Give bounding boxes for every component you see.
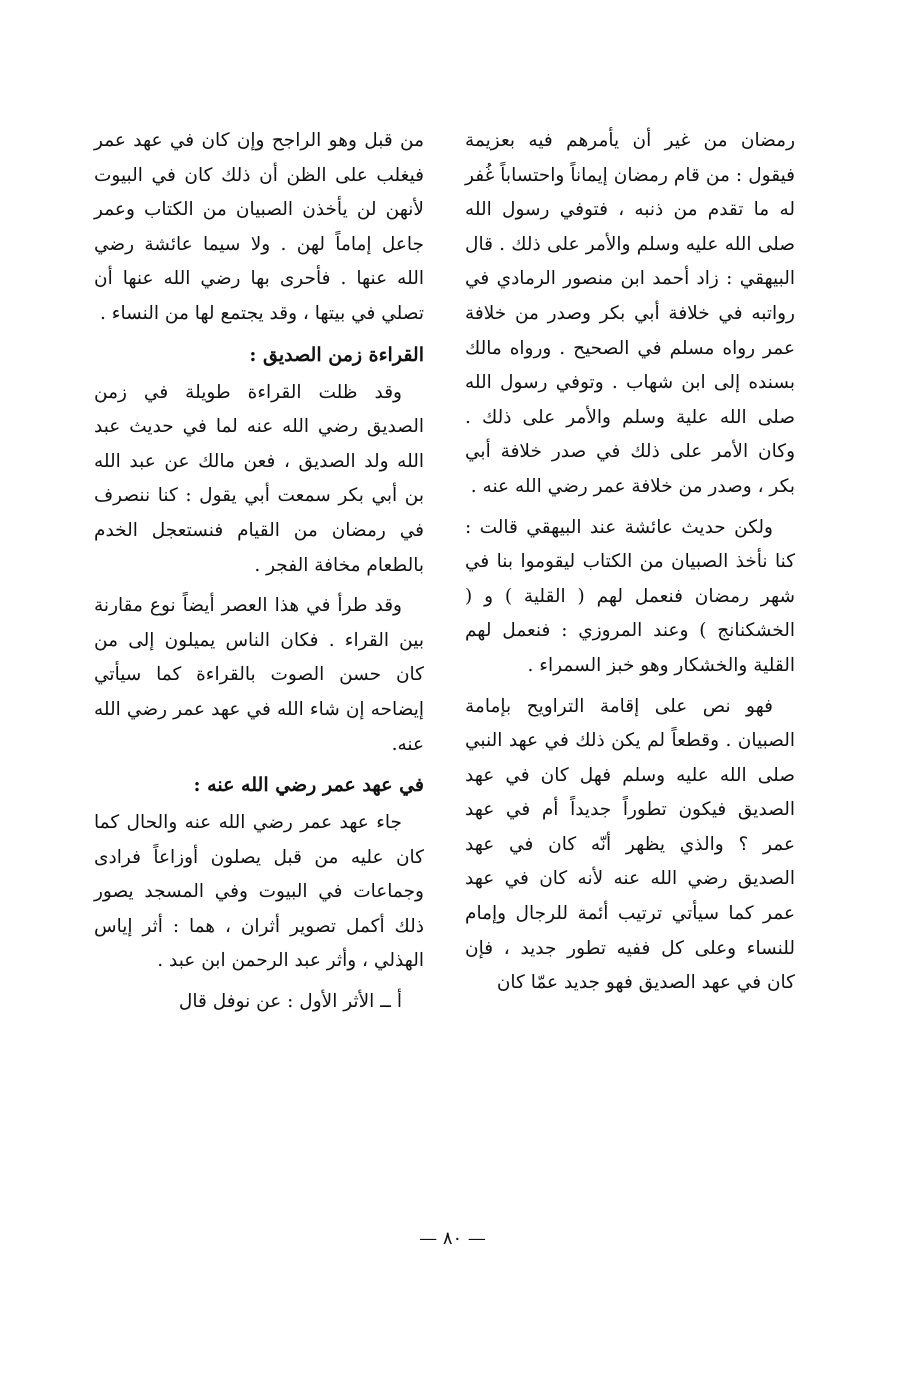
paragraph: وقد طرأ في هذا العصر أيضاً نوع مقارنة بين القراء . فكان الناس يميلون إلى من كان حسن الصوت بالقراءة كما سيأتي إيضاحه إن شاء الله في عهد عمر رضي الله عنه. xyxy=(94,595,424,755)
page-number: — ٨٠ — xyxy=(419,1228,486,1249)
left-column xyxy=(94,124,424,1026)
section-heading: القراءة زمن الصديق : xyxy=(249,343,424,366)
paragraph: فهو نص على إقامة التراويح بإمامة الصبيان . وقطعاً لم يكن ذلك في عهد النبي صلى الله عليه وسلم فهل كان في عهد الصديق فيكون تطوراً جديداً أم في عهد عمر ؟ والذي يظهر أنّه كان في عهد الصديق رضي الله عنه لأنه كان في عهد عمر كما سيأتي ترتيب أئمة للرجال وإمام للنساء وعلى كل ففيه تطور جديد ، فإن كان في عهد الصديق فهو جديد عمّا كان xyxy=(465,695,795,994)
right-column xyxy=(465,124,795,1007)
paragraph: ولكن حديث عائشة عند البيهقي قالت : كنا نأخذ الصبيان من الكتاب ليقوموا بنا في شهر رمضان فنعمل لهم ( القلية ) و ( الخشكنانج ) وعند المروزي : فنعمل لهم القلية والخشكار وهو خبز السمراء . xyxy=(465,516,795,676)
section-heading: في عهد عمر رضي الله عنه : xyxy=(193,774,424,797)
paragraph: من قبل وهو الراجح وإن كان في عهد عمر فيغلب على الظن أن ذلك كان في البيوت لأنهن لن يأخذن الصبيان من الكتاب وعمر جاعل إماماً لهن . ولا سيما عائشة رضي الله عنها . فأحرى بها رضي الله عنها أن تصلي في بيتها ، وقد يجتمع لها من النساء . xyxy=(94,130,424,324)
paragraph: أ ــ الأثر الأول : عن نوفل قال xyxy=(178,991,402,1013)
paragraph: رمضان من غير أن يأمرهم فيه بعزيمة فيقول : من قام رمضان إيماناً واحتساباً غُفر له ما تقدم من ذنبه ، فتوفي رسول الله صلى الله عليه وسلم والأمر على ذلك . قال البيهقي : زاد أحمد ابن منصور الرمادي في رواتبه في خلافة أبي بكر وصدر من خلافة عمر رواه مسلم في الصحيح . ورواه مالك بسنده إلى ابن شهاب . وتوفي رسول الله صلى الله علية وسلم والأمر على ذلك . وكان الأمر على ذلك في صدر خلافة أبي بكر ، وصدر من خلافة عمر رضي الله عنه . xyxy=(465,130,795,497)
paragraph: وقد ظلت القراءة طويلة في زمن الصديق رضي الله عنه لما في حديث عبد الله ولد الصديق ، فعن مالك عن عبد الله بن أبي بكر سمعت أبي يقول : كنا ننصرف في رمضان من القيام فنستعجل الخدم بالطعام مخافة الفجر . xyxy=(94,381,424,576)
paragraph: جاء عهد عمر رضي الله عنه والحال كما كان عليه من قبل يصلون أوزاعاً فرادى وجماعات في البيوت وفي المسجد يصور ذلك أكمل تصوير أثران ، هما : أثر إياس الهذلي ، وأثر عبد الرحمن ابن عبد . xyxy=(94,812,424,972)
